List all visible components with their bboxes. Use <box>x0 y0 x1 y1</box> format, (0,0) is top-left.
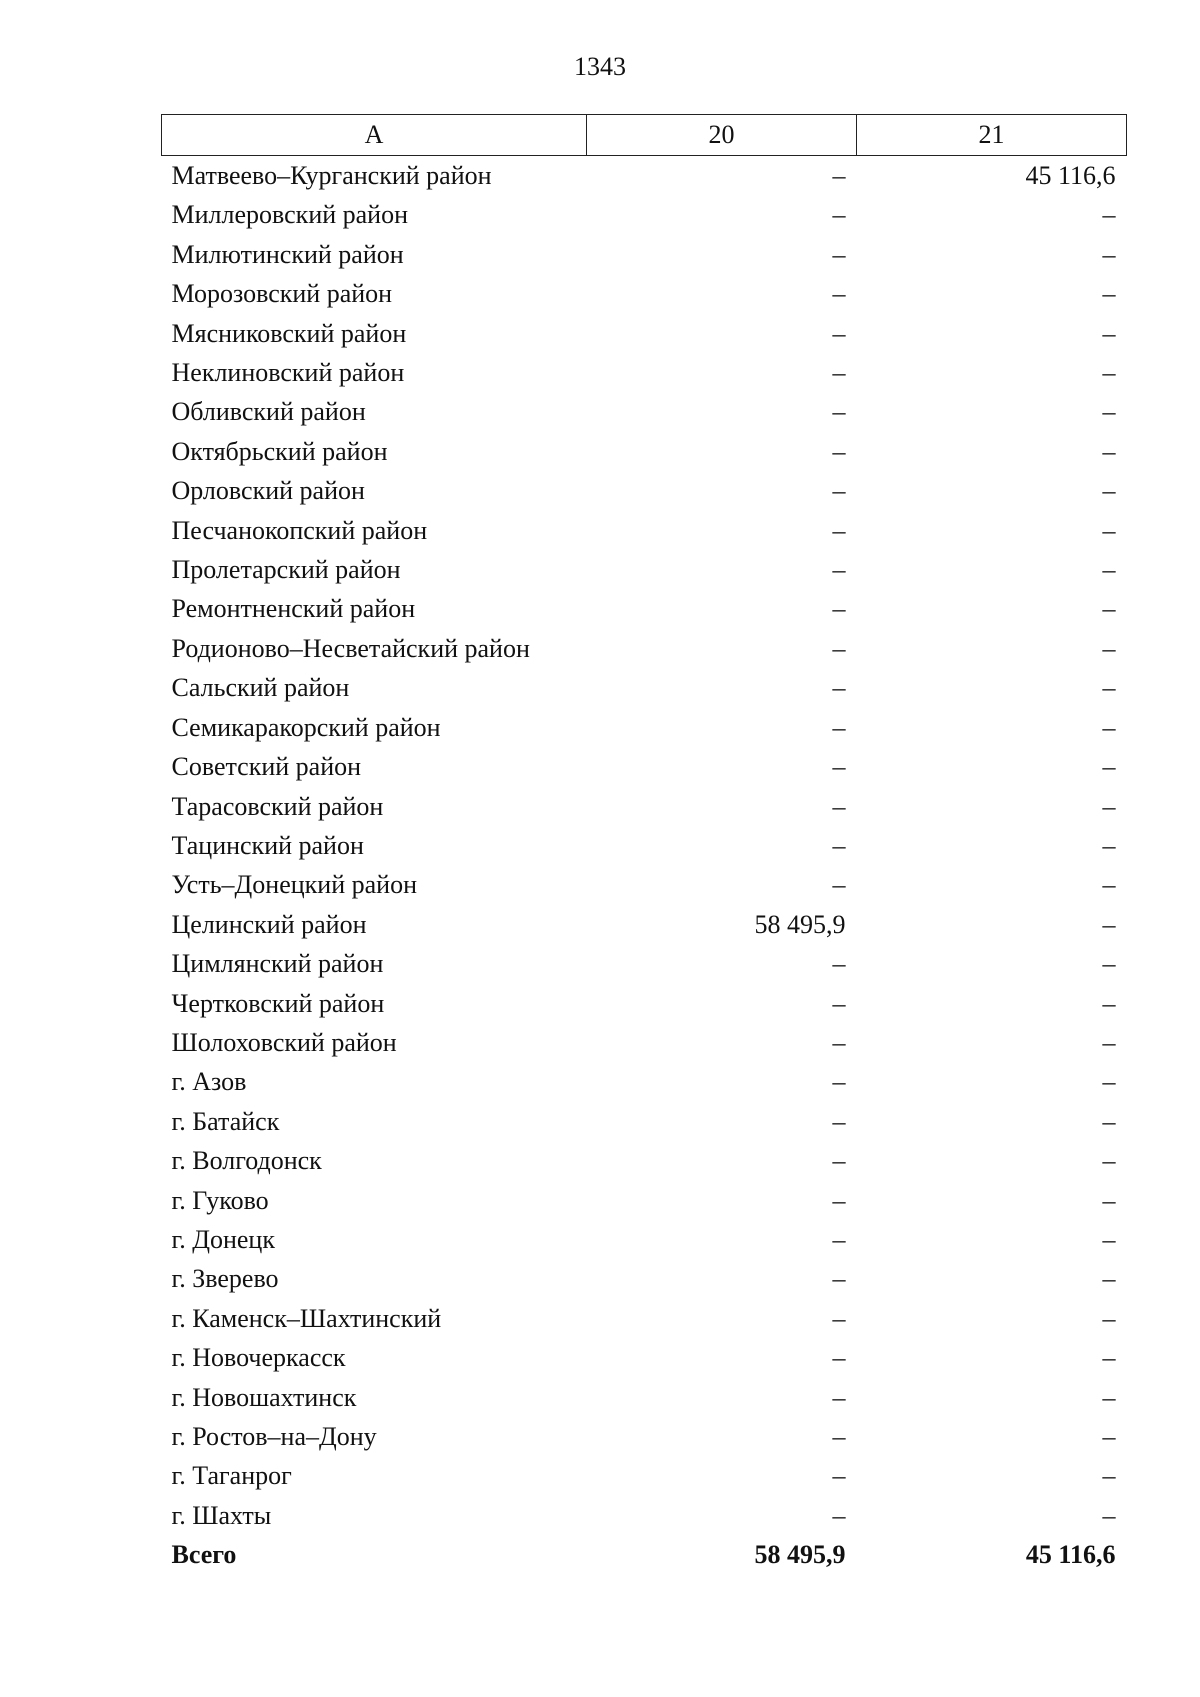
table-row <box>162 274 1127 313</box>
row-value-20: – <box>832 870 846 900</box>
row-value-21: – <box>1102 791 1116 821</box>
row-value-20: – <box>832 436 846 466</box>
table-row <box>162 432 1127 471</box>
row-name: г. Ростов–на–Дону <box>171 1422 377 1451</box>
row-value-20: – <box>832 633 846 663</box>
table-row <box>162 708 1127 747</box>
row-value-20: – <box>832 1185 846 1215</box>
table-row <box>162 1102 1127 1141</box>
row-value-20: 58 495,9 <box>754 909 846 939</box>
table-row <box>162 471 1127 510</box>
data-table-container <box>161 114 1126 1575</box>
row-name: Обливский район <box>171 397 366 427</box>
row-value-20: – <box>832 1461 846 1491</box>
row-name: Целинский район <box>171 909 367 939</box>
table-row <box>162 195 1127 234</box>
row-name: г. Каменск–Шахтинский <box>171 1303 442 1333</box>
row-name: Чертковский район <box>171 988 385 1018</box>
table-row <box>162 747 1127 786</box>
row-name: г. Зверево <box>171 1264 279 1294</box>
row-name: Милютинский район <box>171 239 404 269</box>
row-value-20: – <box>832 1500 846 1530</box>
table-row <box>162 511 1127 550</box>
row-name: Ремонтненский район <box>171 594 416 624</box>
row-name: Цимлянский район <box>171 949 384 979</box>
row-value-20: – <box>832 988 846 1018</box>
row-name: Мясниковский район <box>171 318 407 348</box>
row-name: Сальский район <box>171 673 350 703</box>
row-name: Матвеево–Курганский район <box>171 161 492 190</box>
row-value-21: – <box>1102 1500 1116 1530</box>
total-label: Всего <box>171 1540 237 1570</box>
row-name: Пролетарский район <box>171 555 401 585</box>
row-value-21: – <box>1102 752 1116 782</box>
row-name: Октябрьский район <box>171 436 388 466</box>
row-value-21: – <box>1102 909 1116 939</box>
row-value-21: – <box>1102 673 1116 703</box>
row-value-21: – <box>1102 1185 1116 1215</box>
row-value-21: – <box>1102 1027 1116 1057</box>
row-name: Песчанокопский район <box>171 515 428 545</box>
row-value-21: – <box>1102 1461 1116 1491</box>
table-row <box>162 1378 1127 1417</box>
row-value-21: – <box>1102 1264 1116 1294</box>
row-value-21: – <box>1102 1067 1116 1097</box>
row-name: г. Батайск <box>171 1106 280 1136</box>
table-row <box>162 1417 1127 1456</box>
row-value-21: – <box>1102 1303 1116 1333</box>
row-value-20: – <box>832 200 846 230</box>
row-value-21: – <box>1102 555 1116 585</box>
row-value-20: – <box>832 1382 846 1412</box>
row-value-21: – <box>1102 476 1116 506</box>
table-row <box>162 1062 1127 1101</box>
row-value-21: – <box>1102 1343 1116 1373</box>
row-value-21: – <box>1102 870 1116 900</box>
table-row <box>162 787 1127 826</box>
table-row <box>162 353 1127 392</box>
row-value-21: – <box>1102 1382 1116 1412</box>
total-row <box>162 1535 1127 1574</box>
row-value-21: – <box>1102 1422 1116 1451</box>
table-row <box>162 629 1127 668</box>
row-value-21: – <box>1102 515 1116 545</box>
table-row <box>162 1023 1127 1062</box>
row-value-21: – <box>1102 594 1116 624</box>
row-value-21: – <box>1102 436 1116 466</box>
row-value-21: – <box>1102 949 1116 979</box>
row-name: г. Гуково <box>171 1185 269 1215</box>
row-value-20: – <box>832 1343 846 1373</box>
table-row <box>162 314 1127 353</box>
table-row <box>162 668 1127 707</box>
row-value-21: – <box>1102 633 1116 663</box>
row-name: Родионово–Несветайский район <box>171 633 530 663</box>
table-row <box>162 156 1127 196</box>
column-header-a: А <box>162 115 587 156</box>
row-name: Тацинский район <box>171 830 364 860</box>
row-value-20: – <box>832 712 846 742</box>
row-value-20: – <box>832 515 846 545</box>
table-row <box>162 1456 1127 1495</box>
table-row <box>162 1299 1127 1338</box>
row-value-20: – <box>832 594 846 624</box>
table-row <box>162 1220 1127 1259</box>
row-value-20: – <box>832 791 846 821</box>
row-value-21: – <box>1102 830 1116 860</box>
data-table <box>161 114 1127 1575</box>
row-value-20: – <box>832 1146 846 1176</box>
row-value-21: – <box>1102 358 1116 388</box>
row-value-21: – <box>1102 1106 1116 1136</box>
table-row <box>162 826 1127 865</box>
row-name: г. Волгодонск <box>171 1146 322 1176</box>
row-name: Шолоховский район <box>171 1027 397 1057</box>
row-value-20: – <box>832 830 846 860</box>
table-row <box>162 1259 1127 1298</box>
row-value-20: – <box>832 949 846 979</box>
column-header-21: 21 <box>857 115 1127 156</box>
total-value-21: 45 116,6 <box>1025 1540 1116 1570</box>
row-value-20: – <box>832 358 846 388</box>
row-value-21: – <box>1102 1224 1116 1254</box>
row-value-20: – <box>832 752 846 782</box>
table-header <box>162 115 1127 156</box>
row-value-20: – <box>832 161 846 190</box>
row-value-20: – <box>832 279 846 309</box>
row-value-20: – <box>832 397 846 427</box>
row-value-20: – <box>832 1106 846 1136</box>
row-value-20: – <box>832 239 846 269</box>
row-name: Морозовский район <box>171 279 393 309</box>
row-value-20: – <box>832 673 846 703</box>
table-row <box>162 1496 1127 1535</box>
row-name: Миллеровский район <box>171 200 409 230</box>
table-row <box>162 905 1127 944</box>
table-row <box>162 392 1127 431</box>
table-row <box>162 984 1127 1023</box>
table-row <box>162 865 1127 904</box>
table-body <box>162 156 1127 1575</box>
row-name: Неклиновский район <box>171 358 405 388</box>
table-row <box>162 1338 1127 1377</box>
row-name: г. Новошахтинск <box>171 1382 357 1412</box>
row-value-20: – <box>832 1422 846 1451</box>
row-value-21: – <box>1102 712 1116 742</box>
row-name: Тарасовский район <box>171 791 384 821</box>
row-value-21: – <box>1102 200 1116 230</box>
header-row <box>162 115 1127 156</box>
table-row <box>162 1141 1127 1180</box>
table-row <box>162 550 1127 589</box>
table-row <box>162 235 1127 274</box>
row-value-21: – <box>1102 279 1116 309</box>
column-header-20: 20 <box>587 115 857 156</box>
row-name: Семикаракорский район <box>171 712 441 742</box>
row-value-20: – <box>832 1303 846 1333</box>
row-name: г. Азов <box>171 1067 247 1097</box>
row-name: г. Шахты <box>171 1500 272 1530</box>
table-row <box>162 944 1127 983</box>
total-value-20: 58 495,9 <box>754 1540 846 1570</box>
row-value-20: – <box>832 476 846 506</box>
row-name: Усть–Донецкий район <box>171 870 417 900</box>
row-value-20: – <box>832 318 846 348</box>
row-name: г. Донецк <box>171 1224 275 1254</box>
row-value-20: – <box>832 1027 846 1057</box>
row-value-21: – <box>1102 318 1116 348</box>
row-name: Орловский район <box>171 476 365 506</box>
table-row <box>162 1181 1127 1220</box>
row-value-20: – <box>832 1264 846 1294</box>
row-value-20: – <box>832 1224 846 1254</box>
row-value-20: – <box>832 555 846 585</box>
row-value-21: – <box>1102 1146 1116 1176</box>
row-name: г. Таганрог <box>171 1461 292 1491</box>
row-value-21: – <box>1102 397 1116 427</box>
row-value-21: – <box>1102 988 1116 1018</box>
row-name: Советский район <box>171 752 362 782</box>
row-name: г. Новочеркасск <box>171 1343 346 1373</box>
row-value-20: – <box>832 1067 846 1097</box>
row-value-21: 45 116,6 <box>1025 161 1116 190</box>
table-row <box>162 589 1127 628</box>
row-value-21: – <box>1102 239 1116 269</box>
page-number: 1343 <box>574 52 626 81</box>
